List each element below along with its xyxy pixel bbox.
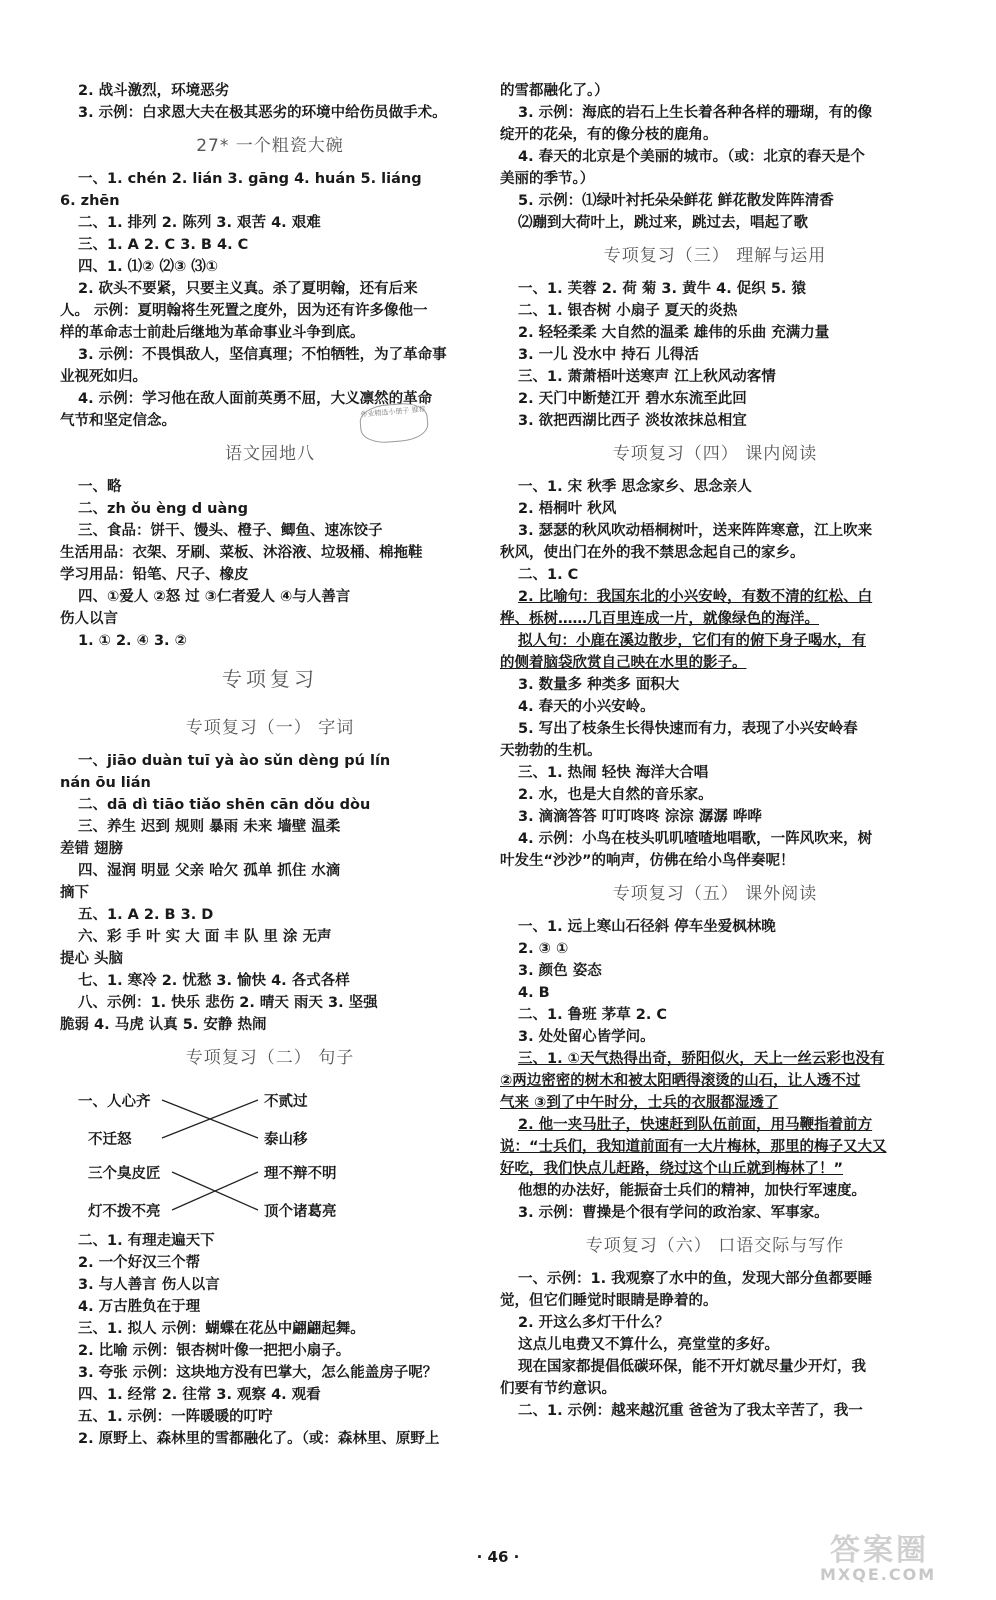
text-line: 4. 示例：小鸟在枝头叽叽喳喳地唱歌，一阵风吹来，树 (518, 831, 873, 847)
text-line: 秋风，使出门在外的我不禁思念起自己的家乡。 (500, 545, 805, 561)
text-line: 们要有节约意识。 (500, 1381, 616, 1397)
text-line: 3. 数量多 种类多 面积大 (518, 677, 680, 693)
text-line: 二、1. 银杏树 小扇子 夏天的炎热 (518, 303, 738, 319)
text-line: 3. 欲把西湖比西子 淡妆浓抹总相宜 (518, 413, 747, 429)
text-line: 四、湿润 明显 父亲 哈欠 孤单 抓住 水滴 (78, 863, 341, 879)
text-line: 二、zh ǒu èng d uàng (78, 501, 248, 517)
text-line: 3. 示例：白求恩大夫在极其恶劣的环境中给伤员做手术。 (78, 105, 447, 121)
text-line: 差错 翅膀 (60, 841, 124, 857)
text-line: 2. 一个好汉三个帮 (78, 1255, 201, 1271)
text-line: 2. 轻轻柔柔 大自然的温柔 雄伟的乐曲 充满力量 (518, 325, 830, 341)
text-line: 气来 ③到了中午时分，士兵的衣服都湿透了 (500, 1095, 779, 1111)
text-line: 3. 示例：不畏惧敌人，坚信真理；不怕牺牲，为了革命事 (78, 347, 447, 363)
section-title-review-6: 专项复习（六） 口语交际与写作 (585, 1236, 845, 1256)
text-line: 五、1. A 2. B 3. D (78, 907, 214, 923)
text-line: 4. 示例：学习他在敌人面前英勇不屈，大义凛然的革命 (78, 391, 433, 407)
text-line: 3. 与人善言 伤人以言 (78, 1277, 220, 1293)
text-line: 提心 头脑 (60, 951, 124, 967)
text-line: ②两边密密的树木和被太阳晒得滚烫的山石，让人透不过 (500, 1073, 861, 1089)
text-line: 2. 水，也是大自然的音乐家。 (518, 787, 713, 803)
text-line: 二、dā dì tiāo tiǎo shēn cān dǒu dòu (78, 797, 371, 813)
text-line: 2. 天门中断楚江开 碧水东流至此回 (518, 391, 747, 407)
match-right-item: 理不辩不明 (264, 1166, 337, 1182)
right-column (500, 80, 930, 1422)
text-line: 学习用品：铅笔、尺子、橡皮 (60, 567, 249, 583)
text-line: 拟人句：小鹿在溪边散步，它们有的俯下身子喝水，有 (518, 633, 866, 649)
matching-exercise (60, 1082, 480, 1224)
text-line: 叶发生“沙沙”的响声，仿佛在给小鸟伴奏呢！ (500, 853, 795, 869)
text-line: 三、食品：饼干、馒头、橙子、鲫鱼、速冻饺子 (78, 523, 383, 539)
text-line: 2. 比喻 示例：银杏树叶像一把把小扇子。 (78, 1343, 351, 1359)
text-line: 3. 示例：曹操是个很有学问的政治家、军事家。 (518, 1205, 829, 1221)
text-line: 3. 颜色 姿态 (518, 963, 602, 979)
text-line: 觉，但它们睡觉时眼睛是睁着的。 (500, 1293, 718, 1309)
text-line: 2. 比喻句：我国东北的小兴安岭，有数不清的红松、白 (518, 589, 873, 605)
text-line: 他想的办法好，能振奋士兵们的精神，加快行军速度。 (518, 1183, 866, 1199)
text-line: 七、1. 寒冷 2. 忧愁 3. 愉快 4. 各式各样 (78, 973, 350, 989)
text-line: 好吃，我们快点儿赶路，绕过这个山丘就到梅林了！” (500, 1161, 844, 1177)
section-title-review-2: 专项复习（二） 句子 (185, 1048, 355, 1068)
text-line: 三、1. 萧萧梧叶送寒声 江上秋风动客情 (518, 369, 776, 385)
match-right-item: 泰山移 (264, 1132, 308, 1148)
match-left-item: 三个臭皮匠 (88, 1166, 161, 1182)
watermark-url: MXQE.COM (820, 1565, 937, 1584)
text-line: 的雪都融化了。） (500, 83, 609, 99)
watermark-logo: 答案圈 (830, 1533, 929, 1568)
text-line: 一、1. chén 2. lián 3. gāng 4. huán 5. liáng (78, 171, 422, 187)
text-line: 一、略 (78, 479, 122, 495)
text-line: 一、1. 宋 秋季 思念家乡、思念亲人 (518, 479, 752, 495)
text-line: 四、1. ⑴② ⑵③ ⑶① (78, 259, 219, 275)
text-line: 2. 梧桐叶 秋风 (518, 501, 617, 517)
text-line: 二、1. 有理走遍天下 (78, 1233, 215, 1249)
text-line: 3. 一儿 没水中 持石 儿得活 (518, 347, 699, 363)
text-line: 一、jiāo duàn tuī yà ào sǔn dèng pú lín (78, 753, 391, 769)
text-line: 4. B (518, 985, 550, 1001)
text-line: 三、1. A 2. C 3. B 4. C (78, 237, 249, 253)
text-line: 一、1. 芙蓉 2. 荷 菊 3. 黄牛 4. 促织 5. 猿 (518, 281, 806, 297)
text-line: 四、1. 经常 2. 往常 3. 观察 4. 观看 (78, 1387, 321, 1403)
text-line: 3. 滴滴答答 叮叮咚咚 淙淙 潺潺 哗哗 (518, 809, 762, 825)
section-title-review-4: 专项复习（四） 课内阅读 (612, 444, 818, 464)
text-line: 3. 示例：海底的岩石上生长着各种各样的珊瑚，有的像 (518, 105, 873, 121)
text-line: 6. zhēn (60, 193, 120, 209)
text-line: 三、1. ①天气热得出奇，骄阳似火，天上一丝云彩也没有 (518, 1051, 885, 1067)
text-line: 三、1. 热闹 轻快 海洋大合唱 (518, 765, 709, 781)
text-line: 的侧着脑袋欣赏自己映在水里的影子。 (500, 655, 747, 671)
text-line: 二、1. 排列 2. 陈列 3. 艰苦 4. 艰难 (78, 215, 321, 231)
text-line: 1. ① 2. ④ 3. ② (78, 633, 187, 649)
text-line: 5. 示例：⑴绿叶衬托朵朵鲜花 鲜花散发阵阵清香 (518, 193, 834, 209)
text-line: 绽开的花朵，有的像分枝的鹿角。 (500, 127, 718, 143)
text-line: 现在国家都提倡低碳环保，能不开灯就尽量少开灯，我 (518, 1359, 866, 1375)
section-title-review-1: 专项复习（一） 字词 (185, 718, 355, 738)
text-line: 桦、栎树……几百里连成一片，就像绿色的海洋。 (500, 611, 819, 627)
text-line: 2. ③ ① (518, 941, 569, 957)
text-line: 样的革命志士前赴后继地为革命事业斗争到底。 (60, 325, 365, 341)
section-title-yuwen: 语文园地八 (225, 444, 315, 464)
text-line: 一、1. 远上寒山石径斜 停车坐爱枫林晚 (518, 919, 776, 935)
match-right-item: 不贰过 (264, 1094, 308, 1110)
text-line: 5. 写出了枝条生长得快速而有力，表现了小兴安岭春 (518, 721, 858, 737)
text-line: 4. 春天的北京是个美丽的城市。（或：北京的春天是个 (518, 149, 865, 165)
text-line: 三、养生 迟到 规则 暴雨 未来 墙壁 温柔 (78, 819, 341, 835)
section-title-review-3: 专项复习（三） 理解与运用 (603, 246, 827, 266)
text-line: 2. 战斗激烈，环境恶劣 (78, 83, 230, 99)
text-line: 3. 夸张 示例：这块地方没有巴掌大，怎么能盖房子呢？ (78, 1365, 438, 1381)
section-title-27: 27* 一个粗瓷大碗 (196, 136, 344, 156)
text-line: 人。 示例：夏明翰将生死置之度外，因为还有许多像他一 (60, 303, 428, 319)
text-line: 伤人以言 (60, 611, 118, 627)
text-line: 四、①爱人 ②怒 过 ③仁者爱人 ④与人善言 (78, 589, 351, 605)
text-line: 4. 春天的小兴安岭。 (518, 699, 655, 715)
match-right-item: 顶个诸葛亮 (264, 1204, 337, 1220)
text-line: 这点儿电费又不算什么，亮堂堂的多好。 (518, 1337, 779, 1353)
stamp-text: 作业精选小册子 推荐 (360, 405, 426, 419)
text-line: ⑵蹦到大荷叶上，跳过来，跳过去，唱起了歌 (518, 215, 808, 231)
text-line: 2. 原野上、森林里的雪都融化了。（或：森林里、原野上 (78, 1431, 440, 1447)
text-line: 八、示例：1. 快乐 悲伤 2. 晴天 雨天 3. 坚强 (78, 995, 378, 1011)
match-left-item: 不迁怒 (88, 1132, 132, 1148)
text-line: 二、1. C (518, 567, 579, 583)
text-line: 二、1. 鲁班 茅草 2. C (518, 1007, 668, 1023)
text-line: 4. 万古胜负在于理 (78, 1299, 201, 1315)
text-line: 2. 开这么多灯干什么？ (518, 1315, 670, 1331)
text-line: 说：“士兵们，我知道前面有一大片梅林，那里的梅子又大又 (500, 1139, 887, 1155)
left-column (60, 80, 480, 1450)
text-line: 3. 瑟瑟的秋风吹动梧桐树叶，送来阵阵寒意，江上吹来 (518, 523, 873, 539)
text-line: 气节和坚定信念。 (60, 413, 176, 429)
text-line: 天勃勃的生机。 (500, 743, 602, 759)
text-line: 美丽的季节。） (500, 171, 595, 187)
text-line: 五、1. 示例：一阵暖暖的叮咛 (78, 1409, 273, 1425)
text-line: 脆弱 4. 马虎 认真 5. 安静 热闹 (60, 1017, 267, 1033)
text-line: 3. 处处留心皆学问。 (518, 1029, 655, 1045)
text-line: 2. 砍头不要紧，只要主义真。杀了夏明翰，还有后来 (78, 281, 418, 297)
text-line: nán ōu lián (60, 775, 151, 791)
match-left-item: 灯不拨不亮 (88, 1204, 161, 1220)
text-line: 一、示例：1. 我观察了水中的鱼，发现大部分鱼都要睡 (518, 1271, 873, 1287)
text-line: 六、彩 手 叶 实 大 面 丰 队 里 涂 无声 (78, 929, 332, 945)
match-left-item: 一、人心齐 (78, 1094, 151, 1110)
page-number: · 46 · (476, 1548, 520, 1566)
text-line: 摘下 (60, 885, 89, 901)
text-line: 三、1. 拟人 示例：蝴蝶在花丛中翩翩起舞。 (78, 1321, 365, 1337)
text-line: 业视死如归。 (60, 369, 147, 385)
text-line: 2. 他一夹马肚子，快速赶到队伍前面，用马鞭指着前方 (518, 1117, 873, 1133)
text-line: 二、1. 示例：越来越沉重 爸爸为了我太辛苦了，我一 (518, 1403, 863, 1419)
chapter-title: 专项复习 (222, 667, 318, 691)
text-line: 生活用品：衣架、牙刷、菜板、沐浴液、垃圾桶、棉拖鞋 (60, 545, 423, 561)
section-title-review-5: 专项复习（五） 课外阅读 (612, 884, 818, 904)
